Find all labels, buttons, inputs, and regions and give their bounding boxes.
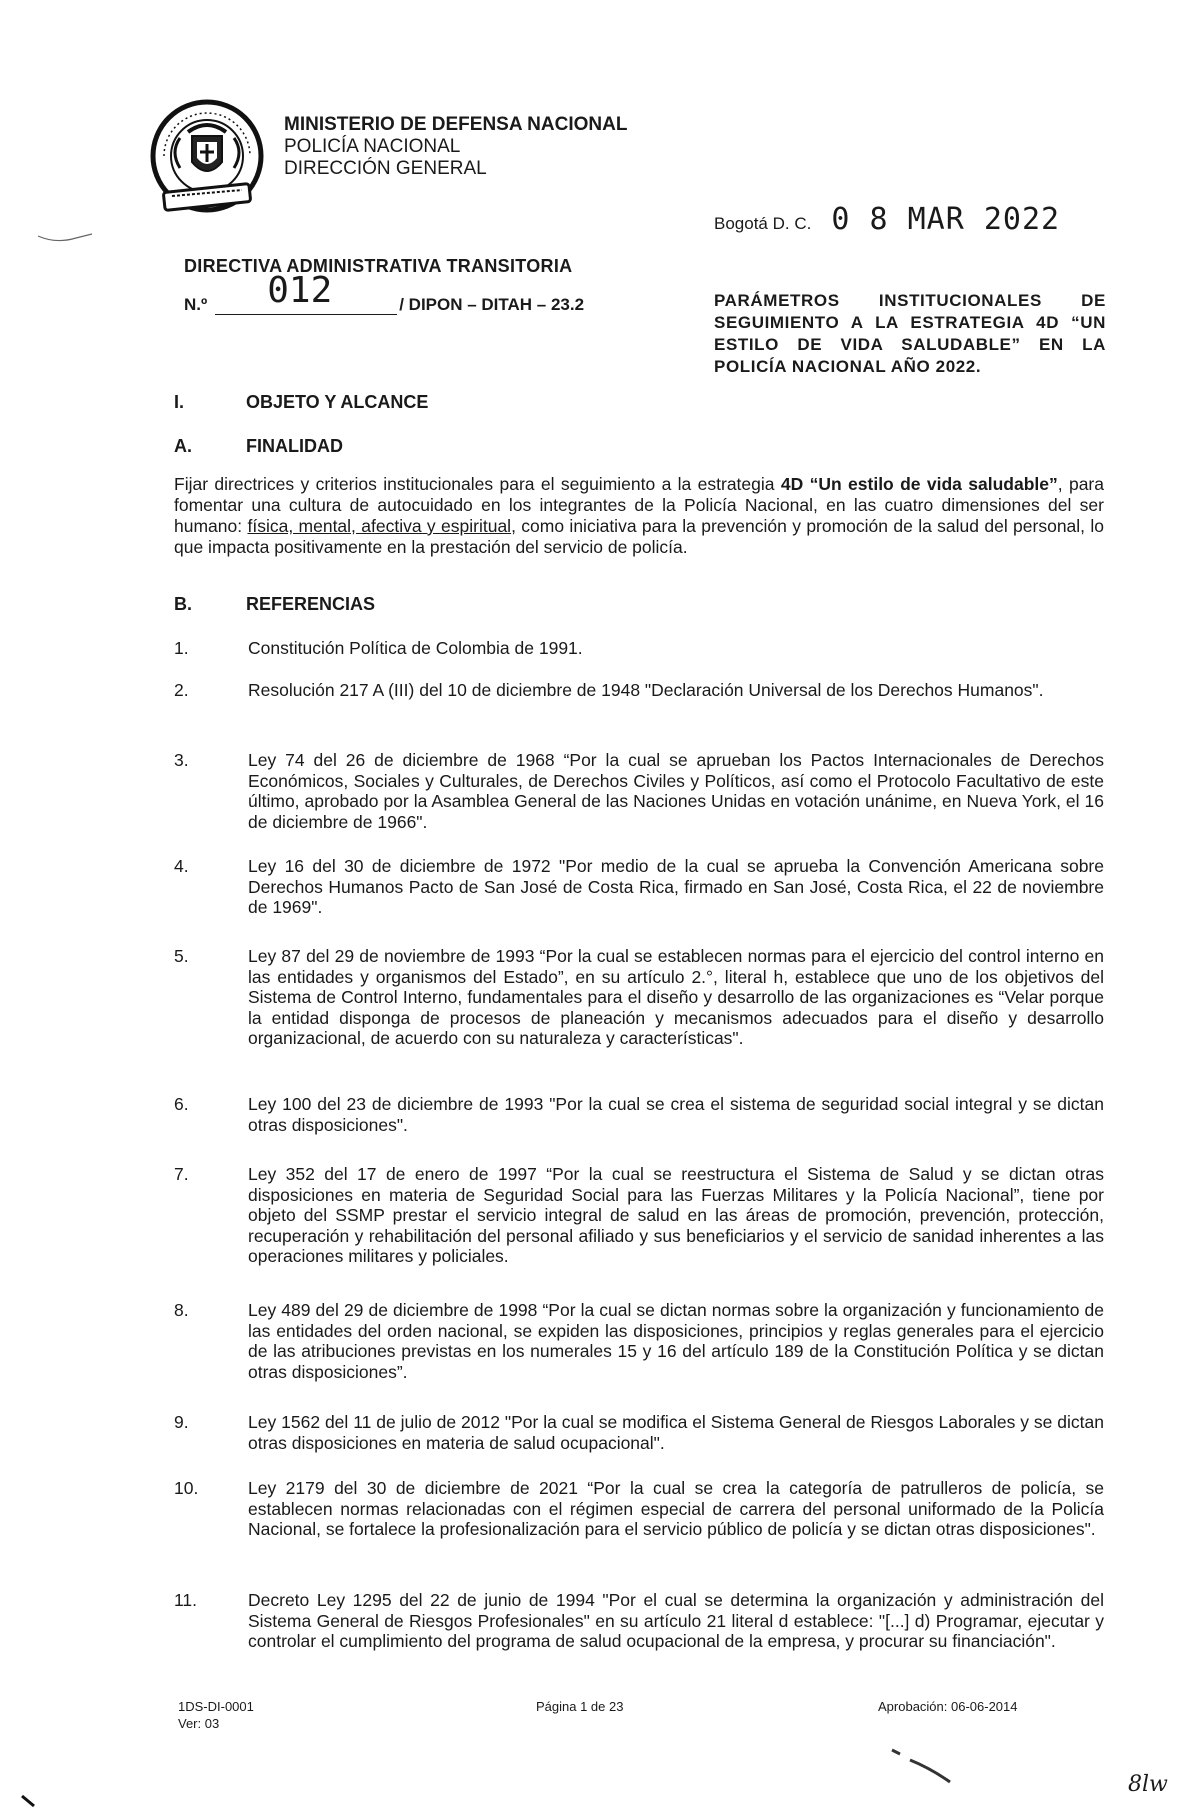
reference-item xyxy=(174,1412,1104,1453)
directive-suffix: / DIPON – DITAH – 23.2 xyxy=(399,295,585,314)
reference-item xyxy=(174,946,1104,1049)
reference-number: 4. xyxy=(174,856,189,876)
reference-item xyxy=(174,638,1104,659)
section-i-heading xyxy=(174,392,428,413)
section-marker: B. xyxy=(174,594,192,614)
date-place: Bogotá D. C. xyxy=(714,214,812,233)
footer-code-block xyxy=(178,1698,254,1732)
reference-text: Decreto Ley 1295 del 22 de junio de 1994 "Por el cual se determina la organización y administración del Sistema General de Riesgos Profesionales" en su artículo 21 literal d establece: "[...] d) Programar, ejecutar y controlar el cumplimiento del programa de salud ocupacional de la empresa, y procurar su financiación". xyxy=(248,1590,1104,1651)
reference-text: Ley 16 del 30 de diciembre de 1972 "Por medio de la cual se aprueba la Convención Americana sobre Derechos Humanos Pacto de San José de Costa Rica, firmado en San José, Costa Rica, el 22 de noviembre de 1969". xyxy=(248,856,1104,917)
reference-text: Ley 100 del 23 de diciembre de 1993 "Por la cual se crea el sistema de seguridad social integral y se dictan otras disposiciones". xyxy=(248,1094,1104,1135)
document-header xyxy=(284,114,627,180)
scan-mark-icon xyxy=(20,1794,40,1815)
reference-item xyxy=(174,1478,1104,1540)
reference-number: 8. xyxy=(174,1300,189,1320)
police-name: POLICÍA NACIONAL xyxy=(284,136,461,157)
approval-date: Aprobación: 06-06-2014 xyxy=(878,1699,1018,1714)
finalidad-dimensions: física, mental, afectiva y espiritual xyxy=(247,516,512,536)
reference-number: 11. xyxy=(174,1590,198,1610)
reference-number: 6. xyxy=(174,1094,189,1114)
reference-text: Ley 352 del 17 de enero de 1997 “Por la cual se reestructura el Sistema de Salud y se dictan otras disposiciones en materia de Seguridad Social para las Fuerzas Militares y la Policía Nacional”, tiene por objeto del SSMP prestar el servicio integral de salud en las áreas de promoción, prevención, protección, recuperación y rehabilitación del personal afiliado y sus beneficiarios y el servicio de sanidad inherentes a las operaciones militares y policiales. xyxy=(248,1164,1104,1266)
document-date xyxy=(714,202,1060,237)
scan-mark-icon xyxy=(36,230,96,255)
reference-item xyxy=(174,1164,1104,1267)
reference-number: 7. xyxy=(174,1164,189,1184)
finalidad-strategy-name: 4D “Un estilo de vida saludable” xyxy=(780,474,1058,494)
section-b-heading xyxy=(174,594,375,615)
finalidad-text-2: , para fomentar una cultura de autocuidado en los integrantes de la Policía Nacional, en las cuatro dimensiones del ser humano: xyxy=(174,474,1104,536)
finalidad-paragraph xyxy=(174,474,1104,558)
reference-item xyxy=(174,1300,1104,1382)
ministry-name: MINISTERIO DE DEFENSA NACIONAL xyxy=(284,114,628,135)
date-stamp: 0 8 MAR 2022 xyxy=(831,202,1061,237)
reference-number: 1. xyxy=(174,638,189,658)
reference-item xyxy=(174,750,1104,832)
number-label: N.º xyxy=(184,295,208,314)
directive-title: DIRECTIVA ADMINISTRATIVA TRANSITORIA xyxy=(184,256,573,276)
police-seal-logo xyxy=(150,96,264,220)
reference-number: 3. xyxy=(174,750,189,770)
direction-name: DIRECCIÓN GENERAL xyxy=(284,158,487,179)
reference-item xyxy=(174,680,1104,701)
page-number: Página 1 de 23 xyxy=(536,1699,624,1714)
document-version: Ver: 03 xyxy=(178,1716,220,1731)
reference-number: 9. xyxy=(174,1412,189,1432)
reference-text: Ley 1562 del 11 de julio de 2012 "Por la cual se modifica el Sistema General de Riesgos Laborales y se dictan otras disposiciones en materia de salud ocupacional". xyxy=(248,1412,1104,1453)
reference-text: Constitución Política de Colombia de 1991. xyxy=(248,638,583,658)
reference-item xyxy=(174,856,1104,918)
reference-item xyxy=(174,1590,1104,1652)
finalidad-text-3: , como iniciativa para la prevención y promoción de la salud del personal, lo que impacta positivamente en la prestación del servicio de policía. xyxy=(174,516,1105,557)
section-a-heading xyxy=(174,436,343,457)
finalidad-text-1: Fijar directrices y criterios institucionales para el seguimiento a la estrategia xyxy=(174,474,781,494)
scan-mark-icon xyxy=(890,1748,970,1793)
reference-number: 5. xyxy=(174,946,189,966)
section-title: FINALIDAD xyxy=(246,436,343,456)
directive-number: 012 xyxy=(267,270,333,311)
section-marker: A. xyxy=(174,436,192,456)
reference-text: Ley 74 del 26 de diciembre de 1968 “Por la cual se aprueban los Pactos Internacionales de Derechos Económicos, Sociales y Culturales, de Derechos Civiles y Políticos, así como el Protocolo Facultativo de este último, aprobado por la Asamblea General de las Naciones Unidas en votación unánime, en Nueva York, el 16 de diciembre de 1966". xyxy=(248,750,1104,832)
reference-text: Ley 87 del 29 de noviembre de 1993 “Por la cual se establecen normas para el ejercicio del control interno en las entidades y organismos del Estado”, en su artículo 2.°, literal h, establece que uno de los objetivos del Sistema de Control Interno, fundamentales para el diseño y desarrollo de las organizaciones es “Velar porque la entidad disponga de procesos de planeación y mecanismos adecuados para el diseño y desarrollo organizacional, de acuerdo con su naturaleza y características". xyxy=(248,946,1104,1048)
reference-text: Resolución 217 A (III) del 10 de diciembre de 1948 "Declaración Universal de los Derechos Humanos". xyxy=(248,680,1044,700)
reference-text: Ley 2179 del 30 de diciembre de 2021 “Por la cual se crea la categoría de patrulleros de policía, se establecen normas relacionadas con el régimen especial de carrera del personal uniformado de la Policía Nacional, se fortalece la profesionalización para el servicio público de policía y se dictan otras disposiciones". xyxy=(248,1478,1104,1539)
section-marker: I. xyxy=(174,392,185,412)
reference-text: Ley 489 del 29 de diciembre de 1998 “Por la cual se dictan normas sobre la organización y funcionamiento de las entidades del orden nacional, se expiden las disposiciones, principios y reglas generales para el ejercicio de las atribuciones previstas en los numerales 15 y 16 del artículo 189 de la Constitución Política y se dictan otras disposiciones”. xyxy=(248,1300,1104,1382)
document-code: 1DS-DI-0001 xyxy=(178,1699,254,1714)
number-blank xyxy=(215,270,397,315)
handwritten-initials: 8lw xyxy=(1128,1772,1168,1797)
reference-number: 2. xyxy=(174,680,189,700)
section-title: REFERENCIAS xyxy=(246,594,376,614)
reference-number: 10. xyxy=(174,1478,199,1498)
directive-number-line xyxy=(184,270,585,315)
directive-subject: PARÁMETROS INSTITUCIONALES DE SEGUIMIENTO A LA ESTRATEGIA 4D “UN ESTILO DE VIDA SALUDABLE” EN LA POLICÍA NACIONAL AÑO 2022. xyxy=(714,291,1106,376)
section-title: OBJETO Y ALCANCE xyxy=(246,392,429,412)
reference-item xyxy=(174,1094,1104,1135)
